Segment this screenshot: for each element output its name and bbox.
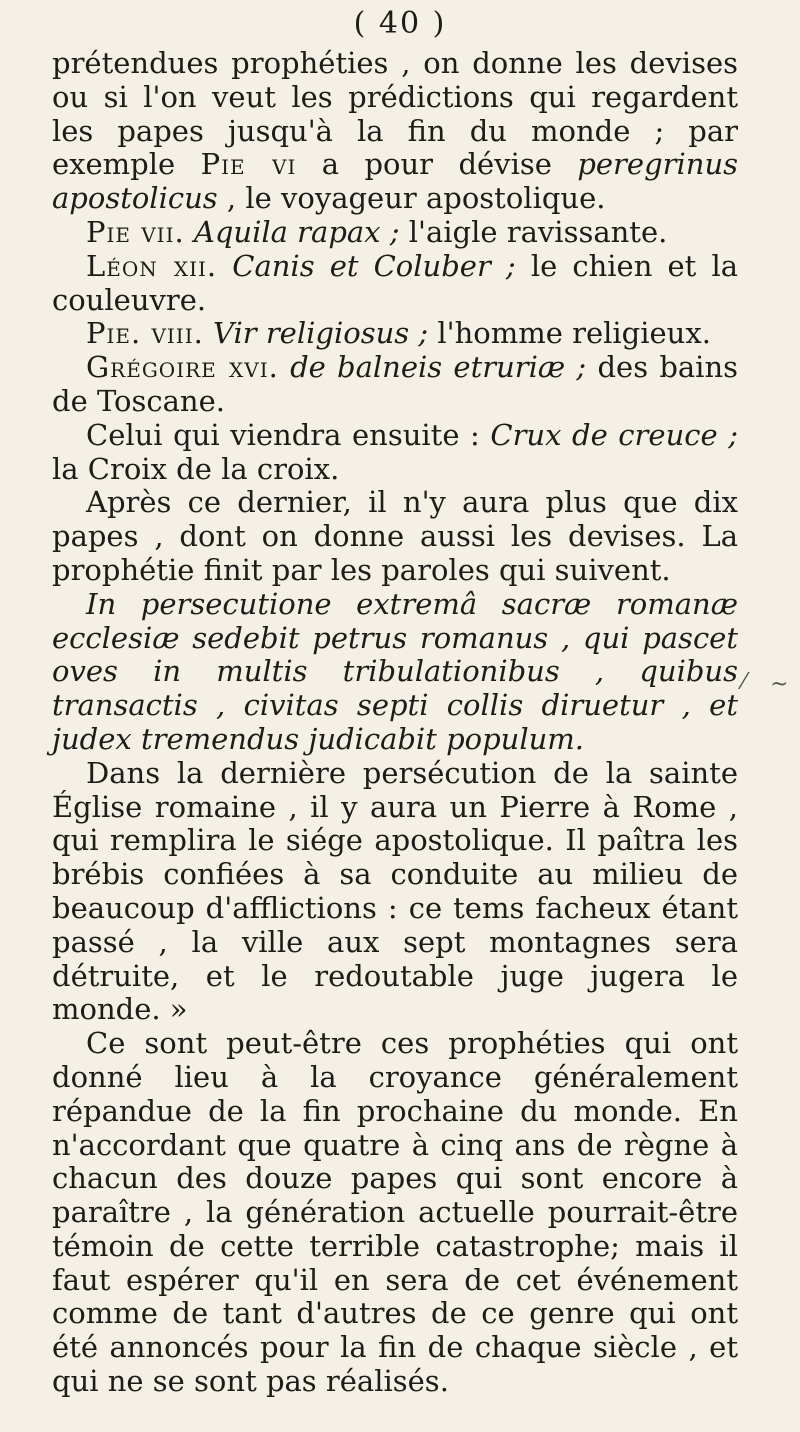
paragraph-1-text-2: a pour dévise xyxy=(296,147,578,182)
latin-prophecy: In persecutione extremâ sacræ romanæ ecclesiæ sedebit petrus romanus , qui pascet oves in multis tribulationibus , quibus transactis , civitas septi collis diruetur , et judex tremendus judicabit populum. xyxy=(52,586,738,756)
paragraph-1 xyxy=(52,47,738,216)
latin-motto: peregrinus apostolicus xyxy=(52,147,739,216)
translation: , le voyageur apostolique. xyxy=(217,181,606,216)
latin-motto: Vir religiosus ; xyxy=(213,316,429,351)
paragraph-7 xyxy=(52,486,738,587)
translation: l'homme religieux. xyxy=(428,316,711,351)
text-body xyxy=(52,47,738,1399)
page-number: ( 40 ) xyxy=(353,6,447,41)
latin-motto: de balneis etruriæ ; xyxy=(290,350,587,385)
translation: la Croix de la croix. xyxy=(52,451,340,486)
latin-motto: Crux de creuce ; xyxy=(490,417,738,452)
paragraph-5 xyxy=(52,351,738,419)
paragraph-3 xyxy=(52,250,738,318)
latin-motto: Aquila rapax ; xyxy=(193,214,400,249)
pope-name: Pie vii. xyxy=(86,214,185,249)
paragraph-1-text: prétendues prophéties , on donne les devises ou si l'on veut les prédictions qui regardent les papes jusqu'à la fin du monde ; par exemple xyxy=(52,46,738,182)
paragraph-6-text: Celui qui viendra ensuite : xyxy=(86,417,491,452)
paragraph-4 xyxy=(52,317,738,351)
paragraph-8 xyxy=(52,588,738,757)
paragraph-7-text: Après ce dernier, il n'y aura plus que dix papes , dont on donne aussi les devises. La prophétie finit par les paroles qui suivent. xyxy=(52,485,738,587)
paragraph-10-text: Ce sont peut-être ces prophéties qui ont donné lieu à la croyance généralement répandue de la fin prochaine du monde. En n'accordant que quatre à cinq ans de règne à chacun des douze papes qui sont encore à paraître , la génération actuelle pourrait-être témoin de cette terrible catastrophe; mais il faut espérer qu'il en sera de cet événement comme de tant d'autres de ce genre qui ont été annoncés pour la fin de chaque siècle , et qui ne se sont pas réalisés. xyxy=(52,1026,738,1399)
paragraph-10 xyxy=(52,1027,738,1399)
paragraph-2 xyxy=(52,216,738,250)
margin-mark: ~ xyxy=(770,672,789,697)
pope-name: Léon xii. xyxy=(86,248,218,283)
pope-name: Grégoire xvi. xyxy=(86,350,279,385)
latin-motto: Canis et Coluber ; xyxy=(232,248,516,283)
translation: l'aigle ravissante. xyxy=(399,214,668,249)
pope-name: Pie. viii. xyxy=(86,316,204,351)
paragraph-6 xyxy=(52,419,738,487)
translation: des bains de Toscane. xyxy=(52,350,739,418)
paragraph-9 xyxy=(52,757,738,1027)
pope-name: Pie vi xyxy=(200,147,297,182)
margin-mark: ⁄ xyxy=(742,670,746,695)
paragraph-9-text: Dans la dernière persécution de la sainte Église romaine , il y aura un Pierre à Rome , qui remplira le siége apostolique. Il paîtra les brébis confiées à sa conduite au milieu de beaucoup d'afflictions : ce tems facheux étant passé , la ville aux sept montagnes sera détruite, et le redoutable juge jugera le monde. » xyxy=(52,755,738,1027)
translation: le chien et la couleuvre. xyxy=(52,248,739,317)
